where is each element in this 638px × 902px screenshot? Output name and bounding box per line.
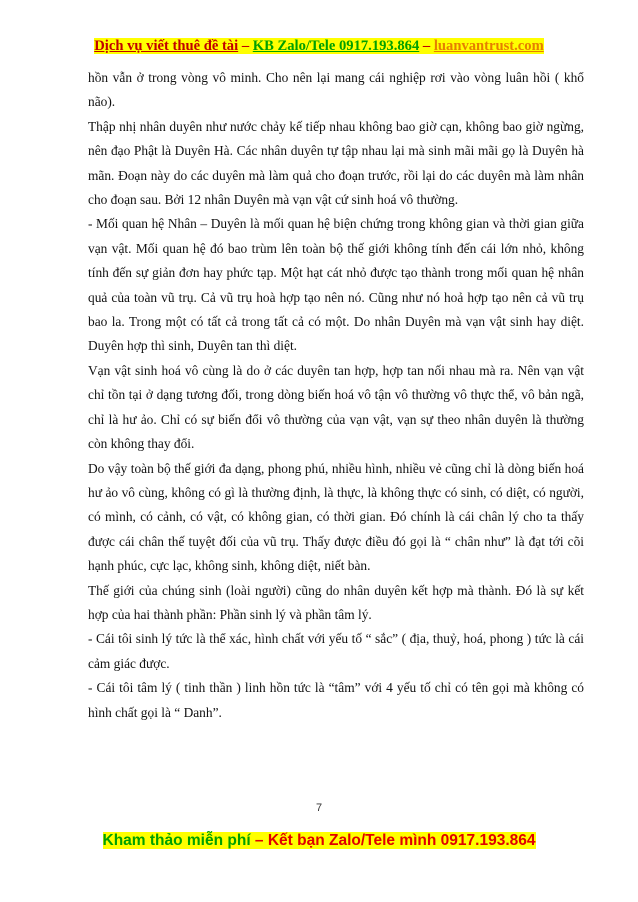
paragraph: - Mối quan hệ Nhân – Duyên là mối quan hệ biện chứng trong không gian và thời gian giữa vạn vật. Mối quan hệ đó bao trùm lên toàn bộ thế giới không tính đến cái lớn nhỏ, không tính đến sự giản đơn hay phức tạp. Một hạt cát nhỏ được tạo thành trong mối quan hệ nhân quả của toàn vũ trụ. Cả vũ trụ hoà hợp tạo nên nó. Cũng như nó hoả hợp tạo nên cả vũ trụ bao la. Trong một có tất cả trong tất cả có một. Do nhân Duyên mà vạn vật sinh hay diệt. Duyên hợp thì sinh, Duyên tan thì diệt. [88, 216, 584, 354]
footer-free-text: Kham thảo miễn phí [102, 832, 251, 849]
header-separator: – [419, 38, 434, 54]
paragraph: - Cái tôi tâm lý ( tinh thần ) linh hồn tức là “tâm” với 4 yếu tố chỉ có tên gọi mà không có hình chất gọi là “ Danh”. [88, 680, 584, 720]
page-footer [0, 832, 638, 850]
paragraph: - Cái tôi sinh lý tức là thể xác, hình chất với yếu tố “ sắc” ( địa, thuỷ, hoá, phong ) tức là cái cảm giác được. [88, 631, 584, 671]
footer-banner [103, 832, 536, 849]
page-number: 7 [315, 802, 323, 814]
paragraph: Thế giới của chúng sinh (loài người) cũng do nhân duyên kết hợp mà thành. Đó là sự kết hợp của hai thành phần: Phần sinh lý và phần tâm lý. [88, 582, 584, 622]
page-header [0, 38, 638, 55]
header-contact-link[interactable]: KB Zalo/Tele 0917.193.864 [252, 38, 420, 54]
header-separator: – [238, 38, 253, 54]
header-site-link[interactable]: luanvantrust.com [433, 38, 544, 54]
paragraph: Vạn vật sinh hoá vô cùng là do ở các duyên tan hợp, hợp tan nối nhau mà ra. Nên vạn vật chỉ tồn tại ở dạng tương đối, trong dòng biến hoá vô tận vô thường vô thực thể, vô bản ngã, chỉ là hư ảo. Chỉ có sự biến đổi vô thường của vạn vật, vạn sự theo nhân duyên là thường còn không thay đổi. [88, 362, 584, 452]
header-service-link[interactable]: Dịch vụ viết thuê đề tài [94, 38, 239, 54]
document-body [88, 66, 584, 725]
header-banner [94, 38, 543, 54]
paragraph: Do vậy toàn bộ thế giới đa dạng, phong phú, nhiều hình, nhiều vẻ cũng chỉ là dòng biến hoá hư ảo vô cùng, không có gì là thường định, là thực, là không thực có sinh, có diệt, có người, có mình, có cảnh, có vật, có không gian, có thời gian. Đó chính là cái chân lý cho ta thấy được cái chân thế tuyệt đối của vũ trụ. Thấy được điều đó gọi là “ chân như” là đạt tới cõi hạnh phúc, cực lạc, không sinh, không diệt, niết bàn. [88, 460, 584, 574]
footer-contact-text: – Kết bạn Zalo/Tele mình 0917.193.864 [250, 832, 536, 849]
paragraph: hồn vẫn ở trong vòng vô minh. Cho nên lại mang cái nghiệp rơi vào vòng luân hồi ( khổ não). [88, 70, 584, 110]
paragraph: Thập nhị nhân duyên như nước chảy kế tiếp nhau không bao giờ cạn, không bao giờ ngừng, nên đạo Phật là Duyên Hà. Các nhân duyên tự tập nhau lại mà sinh mãi mãi gọ là Duyên hà mãn. Đoạn này do các duyên mà làm quả cho đoạn trước, rồi lại do các duyên mà làm nhân cho đoạn sau. Bởi 12 nhân Duyên mà vạn vật cứ sinh hoá vô thường. [88, 118, 584, 208]
